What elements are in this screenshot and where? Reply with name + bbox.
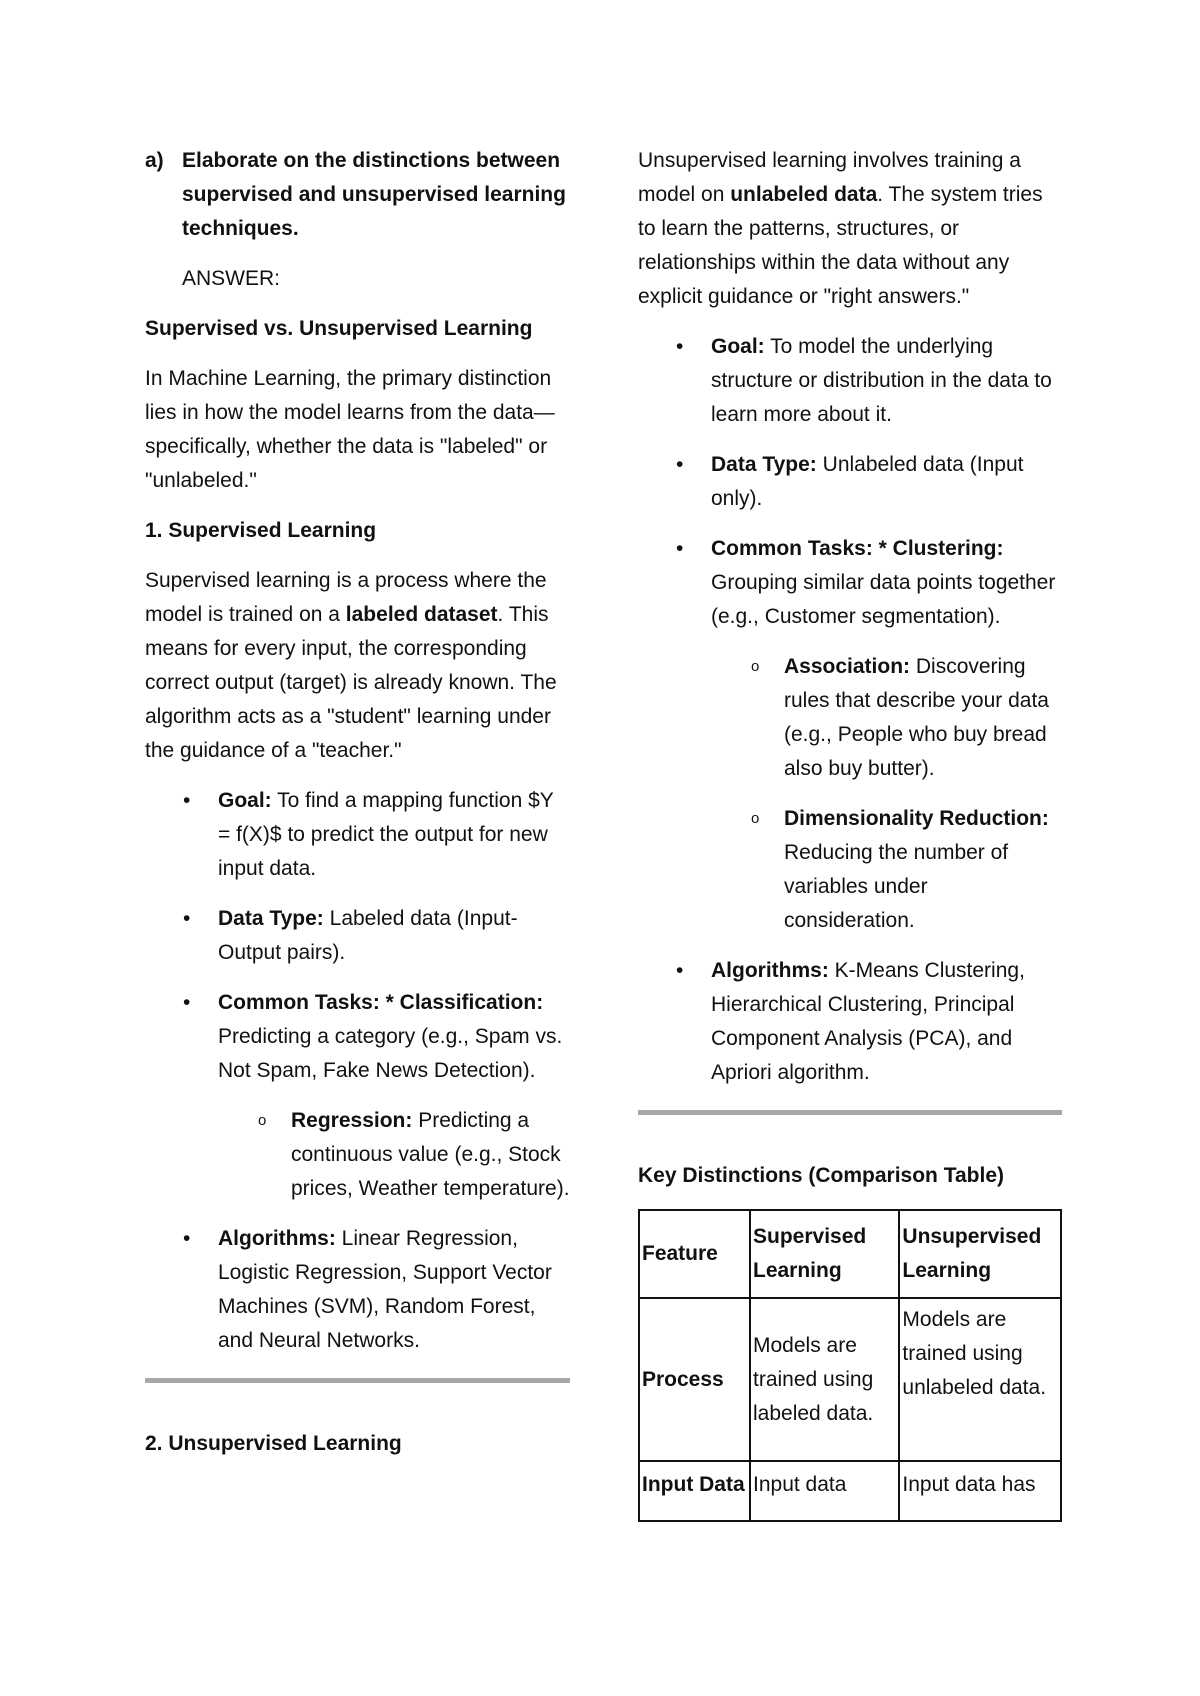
document-title: Supervised vs. Unsupervised Learning — [145, 317, 533, 340]
sub-bullet-icon: o — [258, 1112, 267, 1129]
sub-bullet-icon: o — [751, 810, 760, 827]
unsupervised-description: Unsupervised learning involves training a model on unlabeled data. The system tries to learn the patterns, structures, or relationships within the data without any explicit guidance or "right answers." — [638, 149, 1043, 308]
unsupervised-heading: 2. Unsupervised Learning — [145, 1432, 402, 1455]
table-cell: Input Data — [639, 1461, 750, 1521]
table-header-row — [639, 1210, 1061, 1298]
list-item: • Data Type: Unlabeled data (Input only). — [638, 448, 1062, 516]
comparison-table — [638, 1209, 1062, 1522]
list-item: • Common Tasks: * Classification: Predicting a category (e.g., Spam vs. Not Spam, Fake News Detection). — [145, 986, 570, 1088]
right-column — [638, 144, 1062, 1522]
table-cell: Input data has — [899, 1461, 1061, 1521]
bullet-icon: • — [676, 453, 684, 476]
table-header-cell: Feature — [639, 1210, 750, 1298]
intro-paragraph: In Machine Learning, the primary distinction lies in how the model learns from the data—specifically, whether the data is "labeled" or "unlabeled." — [145, 367, 555, 492]
question-marker: a) — [145, 149, 164, 172]
answer-label: ANSWER: — [182, 267, 281, 290]
table-header-cell: Supervised Learning — [750, 1210, 899, 1298]
table-cell: Input data — [750, 1461, 899, 1521]
list-item: • Goal: To model the underlying structure or distribution in the data to learn more about it. — [638, 330, 1062, 432]
table-row — [639, 1298, 1061, 1461]
list-item: • Algorithms: Linear Regression, Logistic Regression, Support Vector Machines (SVM), Random Forest, and Neural Networks. — [145, 1222, 570, 1358]
question — [145, 144, 570, 246]
question-text: Elaborate on the distinctions between supervised and unsupervised learning techniques. — [182, 149, 566, 240]
list-item: • Algorithms: K-Means Clustering, Hierarchical Clustering, Principal Component Analysis (PCA), and Apriori algorithm. — [638, 954, 1062, 1090]
bullet-icon: • — [183, 907, 191, 930]
bullet-icon: • — [676, 959, 684, 982]
table-cell: Models are trained using unlabeled data. — [899, 1298, 1061, 1461]
left-column — [145, 144, 570, 1477]
table-heading: Key Distinctions (Comparison Table) — [638, 1164, 1004, 1187]
supervised-description: Supervised learning is a process where the model is trained on a labeled dataset. This means for every input, the corresponding correct output (target) is already known. The algorithm acts as a "student" learning under the guidance of a "teacher." — [145, 569, 557, 762]
unsupervised-bullet-list — [638, 330, 1062, 1090]
table-cell: Models are trained using labeled data. — [750, 1298, 899, 1461]
bullet-icon: • — [183, 789, 191, 812]
sub-list-item: o Association: Discovering rules that describe your data (e.g., People who buy bread also buy butter). — [638, 650, 1062, 786]
bullet-icon: • — [183, 1227, 191, 1250]
bullet-icon: • — [676, 537, 684, 560]
bullet-icon: • — [676, 335, 684, 358]
supervised-bullet-list — [145, 784, 570, 1358]
table-header-cell: Unsupervised Learning — [899, 1210, 1061, 1298]
bullet-icon: • — [183, 991, 191, 1014]
sub-list-item: o Dimensionality Reduction: Reducing the number of variables under consideration. — [638, 802, 1062, 938]
sub-list-item: o Regression: Predicting a continuous value (e.g., Stock prices, Weather temperature). — [145, 1104, 570, 1206]
list-item: • Common Tasks: * Clustering: Grouping similar data points together (e.g., Customer segmentation). — [638, 532, 1062, 634]
list-item: • Goal: To find a mapping function $Y = f(X)$ to predict the output for new input data. — [145, 784, 570, 886]
sub-bullet-icon: o — [751, 658, 760, 675]
table-cell: Process — [639, 1298, 750, 1461]
table-row — [639, 1461, 1061, 1521]
list-item: • Data Type: Labeled data (Input-Output pairs). — [145, 902, 570, 970]
supervised-heading: 1. Supervised Learning — [145, 519, 377, 542]
